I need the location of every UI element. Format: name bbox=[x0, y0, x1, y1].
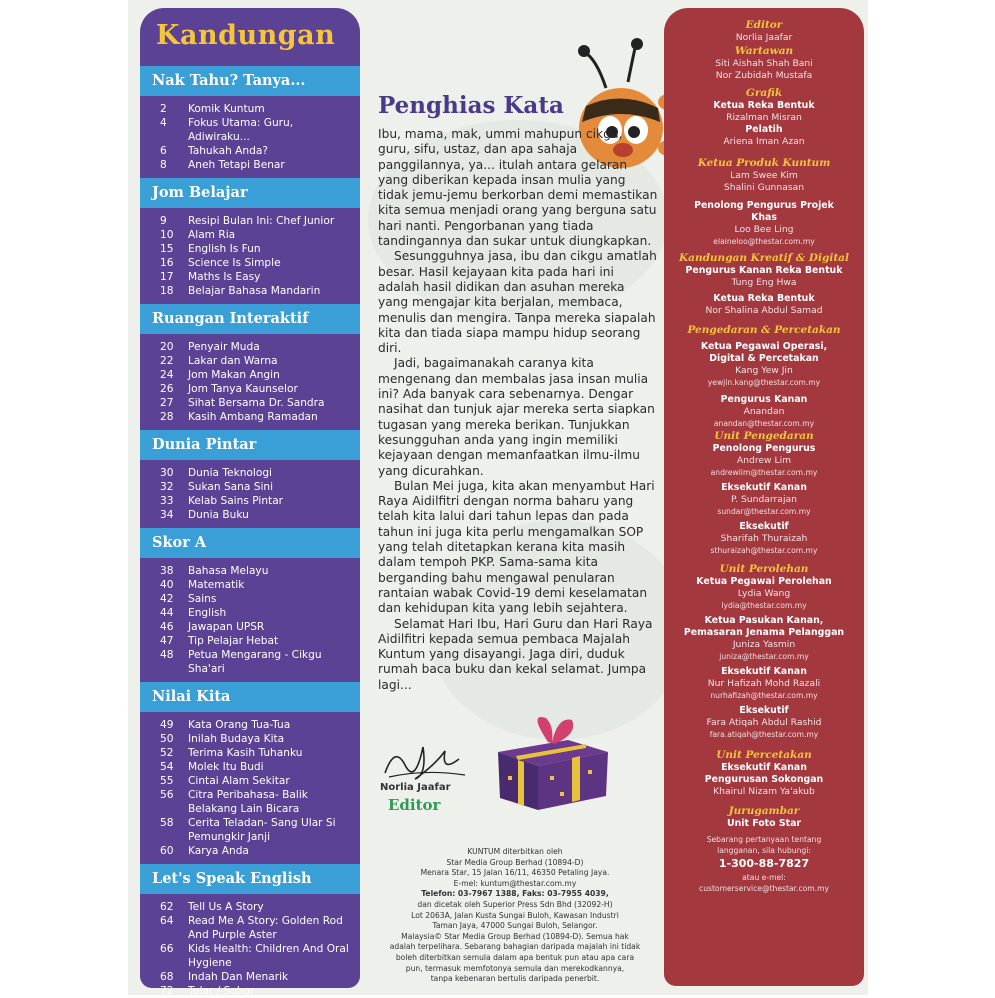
staff-credits bbox=[664, 8, 864, 986]
toc-label: Jawapan UPSR bbox=[188, 621, 265, 633]
toc-item[interactable] bbox=[140, 984, 360, 998]
toc-item[interactable] bbox=[140, 564, 360, 578]
signature-scribble bbox=[375, 735, 475, 785]
credit-name: Nor Shalina Abdul Samad bbox=[705, 305, 823, 316]
credit-email[interactable]: anandan@thestar.com.my bbox=[713, 419, 815, 428]
credit-heading: Unit Pengedaran bbox=[714, 430, 814, 442]
credit-name: Fara Atiqah Abdul Rashid bbox=[706, 717, 822, 728]
toc-item[interactable] bbox=[140, 914, 360, 942]
article-paragraph: Selamat Hari Ibu, Hari Guru dan Hari Raya Aidilfitri kepada semua pembaca Majalah Kuntum yang disayangi. Jaga diri, duduk rumah baca buku dan kekal selamat. Jumpa lagi... bbox=[378, 616, 653, 692]
toc-label: English Is Fun bbox=[188, 243, 261, 255]
toc-label: Cintai Alam Sekitar bbox=[188, 775, 290, 787]
toc-label: Fokus Utama: Guru, Adiwiraku... bbox=[188, 117, 294, 143]
toc-item[interactable] bbox=[140, 354, 360, 368]
signature-role: Editor bbox=[388, 796, 441, 814]
toc-item[interactable] bbox=[140, 746, 360, 760]
toc-list bbox=[140, 340, 360, 424]
credit-name: Lam Swee Kim bbox=[730, 170, 798, 181]
page-number: 32 bbox=[160, 481, 174, 493]
credit-name: Rizalman Misran bbox=[726, 112, 802, 123]
toc-item[interactable] bbox=[140, 844, 360, 858]
credit-role: Eksekutif Kanan bbox=[721, 482, 807, 493]
toc-label: Petua Mengarang - Cikgu Sha'ari bbox=[188, 649, 322, 675]
credit-role: Penolong Pengurus Projek Khas bbox=[694, 200, 834, 223]
page-number: 33 bbox=[160, 495, 174, 507]
page-number: 22 bbox=[160, 355, 174, 367]
page-number: 47 bbox=[160, 635, 174, 647]
page-number: 72 bbox=[160, 985, 174, 997]
toc-label: Tahukah Anda? bbox=[188, 145, 268, 157]
toc-item[interactable] bbox=[140, 718, 360, 732]
toc-item[interactable] bbox=[140, 382, 360, 396]
imprint-line: pun, termasuk memfotonya semula dan merekodkannya, bbox=[405, 963, 625, 973]
credit-heading: Editor bbox=[745, 19, 783, 31]
credit-email[interactable]: fara.atiqah@thestar.com.my bbox=[709, 730, 819, 739]
toc-label: Terima Kasih Tuhanku bbox=[188, 747, 303, 759]
toc-section-heading: Nilai Kita bbox=[140, 682, 360, 712]
page-number: 17 bbox=[160, 271, 174, 283]
toc-label: Bahasa Melayu bbox=[188, 565, 269, 577]
credit-name: Siti Aishah Shah Bani bbox=[715, 58, 813, 69]
toc-item[interactable] bbox=[140, 900, 360, 914]
toc-item[interactable] bbox=[140, 410, 360, 424]
credit-email[interactable]: juniza@thestar.com.my bbox=[719, 652, 809, 661]
toc-label: Aneh Tetapi Benar bbox=[188, 159, 285, 171]
page-number: 26 bbox=[160, 383, 174, 395]
toc-label: Tular / Sohor bbox=[188, 985, 255, 997]
credit-name: Sharifah Thuraizah bbox=[720, 533, 808, 544]
page-number: 66 bbox=[160, 943, 174, 955]
imprint-line: Telefon: 03-7967 1388, Faks: 03-7955 4039, bbox=[421, 889, 609, 899]
toc-item[interactable] bbox=[140, 102, 360, 116]
credit-name: Nor Zubidah Mustafa bbox=[715, 70, 813, 81]
imprint-line: E-mel: kuntum@thestar.com.my bbox=[453, 878, 577, 888]
toc-item[interactable] bbox=[140, 648, 360, 676]
toc-list bbox=[140, 102, 360, 172]
credit-email[interactable]: sundar@thestar.com.my bbox=[717, 507, 811, 516]
imprint-line: Lot 2063A, Jalan Kusta Sungai Buloh, Kawasan Industri bbox=[411, 910, 619, 920]
contact-text: Sebarang pertanyaan tentang langganan, sila hubungi: bbox=[706, 835, 822, 855]
page-number: 46 bbox=[160, 621, 174, 633]
table-of-contents bbox=[140, 8, 360, 997]
toc-label: Molek Itu Budi bbox=[188, 761, 264, 773]
page-number: 62 bbox=[160, 901, 174, 913]
page-number: 42 bbox=[160, 593, 174, 605]
signature-name: Norlia Jaafar bbox=[380, 782, 451, 793]
page-number: 28 bbox=[160, 411, 174, 423]
toc-label: Kata Orang Tua-Tua bbox=[188, 719, 291, 731]
toc-section-heading: Ruangan Interaktif bbox=[140, 304, 360, 334]
contact-email[interactable]: customerservice@thestar.com.my bbox=[699, 884, 829, 893]
imprint-line: boleh diterbitkan semula dalam apa bentuk pun atau apa cara bbox=[395, 952, 635, 962]
credit-name: Kang Yew Jin bbox=[735, 365, 793, 376]
toc-label: Indah Dan Menarik bbox=[188, 971, 289, 983]
imprint-line: Malaysia© Star Media Group Berhad (10894-D). Semua hak bbox=[401, 931, 629, 941]
page-number: 10 bbox=[160, 229, 174, 241]
credit-name: Ariena Iman Azan bbox=[723, 136, 805, 147]
toc-item[interactable] bbox=[140, 228, 360, 242]
page-number: 30 bbox=[160, 467, 174, 479]
toc-label: Sukan Sana Sini bbox=[188, 481, 274, 493]
credit-name: Norlia Jaafar bbox=[735, 32, 793, 43]
contact-phone[interactable]: 1-300-88-7827 bbox=[718, 857, 810, 870]
toc-item[interactable] bbox=[140, 256, 360, 270]
credit-role: Ketua Pegawai Perolehan bbox=[696, 576, 832, 587]
credit-role: Eksekutif Kanan Pengurusan Sokongan bbox=[704, 762, 824, 785]
toc-label: Dunia Teknologi bbox=[188, 467, 272, 479]
credit-email[interactable]: nurhafizah@thestar.com.my bbox=[710, 691, 818, 700]
credit-heading: Ketua Produk Kuntum bbox=[697, 157, 831, 169]
publisher-imprint bbox=[370, 847, 660, 985]
page-number: 15 bbox=[160, 243, 174, 255]
toc-label: Tell Us A Story bbox=[188, 901, 264, 913]
toc-label: Kelab Sains Pintar bbox=[188, 495, 284, 507]
toc-label: Kasih Ambang Ramadan bbox=[188, 411, 318, 423]
page-number: 27 bbox=[160, 397, 174, 409]
article-paragraph: Ibu, mama, mak, ummi mahupun cikgu, guru, sifu, ustaz, dan apa sahaja panggilannya, ya... itulah antara gelaran yang diberikan kepada insan mulia yang tidak jemu-jemu berkorban demi memastikan kita semua menjadi orang yang berguna satu hari nanti. Pengorbanan yang tiada tandingannya dan sukar untuk diungkapkan. bbox=[378, 127, 658, 249]
toc-label: Read Me A Story: Golden Rod And Purple Aster bbox=[188, 915, 343, 941]
toc-item[interactable] bbox=[140, 578, 360, 592]
page-number: 6 bbox=[160, 145, 167, 157]
toc-item[interactable] bbox=[140, 158, 360, 172]
toc-title: Kandungan bbox=[156, 20, 336, 51]
credit-email[interactable]: yewjin.kang@thestar.com.my bbox=[707, 378, 821, 387]
page-number: 60 bbox=[160, 845, 174, 857]
toc-item[interactable] bbox=[140, 816, 360, 844]
credit-role: Penolong Pengurus bbox=[712, 443, 816, 454]
toc-list bbox=[140, 466, 360, 522]
credit-email[interactable]: lydia@thestar.com.my bbox=[721, 601, 807, 610]
credit-role: Ketua Reka Bentuk bbox=[713, 100, 815, 111]
credit-name: Anandan bbox=[743, 406, 785, 417]
toc-item[interactable] bbox=[140, 606, 360, 620]
credit-name: P. Sundarrajan bbox=[731, 494, 797, 505]
credit-name: Lydia Wang bbox=[737, 588, 791, 599]
page-number: 8 bbox=[160, 159, 167, 171]
credit-heading: Jurugambar bbox=[728, 805, 800, 817]
credit-role: Eksekutif bbox=[739, 705, 789, 716]
credit-email[interactable]: elaineloo@thestar.com.my bbox=[713, 237, 815, 246]
credit-heading: Unit Perolehan bbox=[719, 563, 809, 575]
page-number: 38 bbox=[160, 565, 174, 577]
toc-item[interactable] bbox=[140, 732, 360, 746]
credit-email[interactable]: sthuraizah@thestar.com.my bbox=[710, 546, 818, 555]
toc-item[interactable] bbox=[140, 396, 360, 410]
page-number: 20 bbox=[160, 341, 174, 353]
page-number: 40 bbox=[160, 579, 174, 591]
credit-role: Ketua Pasukan Kanan, Pemasaran Jenama Pelanggan bbox=[683, 615, 845, 638]
contact-or: atau e-mel: bbox=[742, 873, 786, 882]
toc-item[interactable] bbox=[140, 270, 360, 284]
toc-item[interactable] bbox=[140, 494, 360, 508]
toc-item[interactable] bbox=[140, 970, 360, 984]
toc-section-heading: Jom Belajar bbox=[140, 178, 360, 208]
toc-label: Komik Kuntum bbox=[188, 103, 265, 115]
credit-name: Nur Hafizah Mohd Razali bbox=[707, 678, 821, 689]
page-number: 64 bbox=[160, 915, 174, 927]
page-number: 4 bbox=[160, 117, 167, 129]
page-number: 18 bbox=[160, 285, 174, 297]
toc-list bbox=[140, 718, 360, 858]
page-number: 56 bbox=[160, 789, 174, 801]
article-body bbox=[378, 127, 658, 693]
toc-item[interactable] bbox=[140, 620, 360, 634]
page-number: 68 bbox=[160, 971, 174, 983]
credit-name: Khairul Nizam Ya'akub bbox=[713, 786, 815, 797]
gift-box-illustration bbox=[488, 712, 618, 812]
toc-label: Sihat Bersama Dr. Sandra bbox=[188, 397, 325, 409]
imprint-line: tanpa kebenaran bertulis daripada penerbit. bbox=[430, 974, 600, 984]
toc-item[interactable] bbox=[140, 284, 360, 298]
article-paragraph: Bulan Mei juga, kita akan menyambut Hari Raya Aidilfitri dengan norma baharu yang telah kita lalui dari tahun lepas dan pada tahun ini juga kita perlu mengamalkan SOP yang telah ditetapkan kerana kita masih dalam tempoh PKP. Sama-sama kita berganding bahu mengawal penularan rantaian wabak Covid-19 demi keselamatan dan kehidupan kita yang lebih sejahtera. bbox=[378, 478, 655, 616]
toc-label: Jom Tanya Kaunselor bbox=[188, 383, 298, 395]
toc-label: Lakar dan Warna bbox=[188, 355, 278, 367]
toc-section-heading: Let's Speak English bbox=[140, 864, 360, 894]
toc-label: Karya Anda bbox=[188, 845, 249, 857]
credit-heading: Grafik bbox=[745, 87, 783, 99]
credit-role: Pengurus Kanan bbox=[720, 394, 808, 405]
credit-heading: Pengedaran & Percetakan bbox=[687, 324, 841, 336]
toc-item[interactable] bbox=[140, 214, 360, 228]
toc-item[interactable] bbox=[140, 144, 360, 158]
article-paragraph: Jadi, bagaimanakah caranya kita mengenang dan membalas jasa insan mulia ini? Ada banyak cara sebenarnya. Dengar nasihat dan tunjuk ajar mereka serta siapkan tugasan yang mereka berikan. Tunjukkan kesungguhan anda yang ingin memiliki kejayaan dengan memanfaatkan ilmu-ilmu yang dicurahkan. bbox=[378, 356, 655, 478]
credit-role: Ketua Reka Bentuk bbox=[713, 293, 815, 304]
credit-heading: Unit Percetakan bbox=[716, 749, 812, 761]
page-number: 48 bbox=[160, 649, 174, 661]
toc-list bbox=[140, 900, 360, 998]
toc-list bbox=[140, 564, 360, 676]
toc-item[interactable] bbox=[140, 634, 360, 648]
imprint-line: Menara Star, 15 Jalan 16/11, 46350 Petaling Jaya. bbox=[420, 868, 610, 878]
page-number: 58 bbox=[160, 817, 174, 829]
imprint-line: Star Media Group Berhad (10894-D) bbox=[446, 857, 584, 867]
credit-role: Unit Foto Star bbox=[726, 818, 802, 829]
toc-item[interactable] bbox=[140, 774, 360, 788]
toc-item[interactable] bbox=[140, 508, 360, 522]
credit-name: Tung Eng Hwa bbox=[731, 277, 797, 288]
page-number: 52 bbox=[160, 747, 174, 759]
toc-label: Alam Ria bbox=[188, 229, 236, 241]
page-number: 54 bbox=[160, 761, 174, 773]
article-paragraph: Sesungguhnya jasa, ibu dan cikgu amatlah besar. Hasil kejayaan kita pada hari ini adalah hasil didikan dan asuhan mereka yang mengajar kita berjalan, membaca, menulis dan mengira. Tanpa mereka siapalah kita dan tiada siapa mampu hidup seorang diri. bbox=[378, 249, 657, 356]
page-number: 16 bbox=[160, 257, 174, 269]
toc-label: Kids Health: Children And Oral Hygiene bbox=[188, 943, 349, 969]
toc-label: Citra Peribahasa- Balik Belakang Lain Bicara bbox=[188, 789, 308, 815]
credit-role: Eksekutif Kanan bbox=[721, 666, 807, 677]
toc-label: Belajar Bahasa Mandarin bbox=[188, 285, 321, 297]
imprint-line: KUNTUM diterbitkan oleh bbox=[467, 847, 563, 856]
toc-item[interactable] bbox=[140, 942, 360, 970]
toc-item[interactable] bbox=[140, 116, 360, 144]
credit-role: Ketua Pegawai Operasi, Digital & Percetakan bbox=[700, 341, 828, 364]
toc-label: English bbox=[188, 607, 227, 619]
toc-item[interactable] bbox=[140, 466, 360, 480]
toc-label: Tip Pelajar Hebat bbox=[188, 635, 279, 647]
credit-name: Juniza Yasmin bbox=[732, 639, 796, 650]
imprint-line: adalah terpelihara. Sebarang bahagian daripada majalah ini tidak bbox=[389, 942, 641, 952]
toc-section-heading: Skor A bbox=[140, 528, 360, 558]
page-number: 34 bbox=[160, 509, 174, 521]
toc-label: Science Is Simple bbox=[188, 257, 281, 269]
toc-label: Penyair Muda bbox=[188, 341, 260, 353]
page-number: 49 bbox=[160, 719, 174, 731]
page-number: 9 bbox=[160, 215, 167, 227]
credit-heading: Kandungan Kreatif & Digital bbox=[679, 252, 849, 264]
imprint-line: dan dicetak oleh Superior Press Sdn Bhd (32092-H) bbox=[417, 899, 613, 909]
credit-email[interactable]: andrewlim@thestar.com.my bbox=[710, 468, 818, 477]
toc-label: Sains bbox=[188, 593, 217, 605]
toc-list bbox=[140, 214, 360, 298]
page-number: 44 bbox=[160, 607, 174, 619]
credit-name: Shalini Gunnasan bbox=[723, 182, 805, 193]
credit-name: Andrew Lim bbox=[736, 455, 792, 466]
toc-item[interactable] bbox=[140, 340, 360, 354]
toc-label: Resipi Bulan Ini: Chef Junior bbox=[188, 215, 335, 227]
toc-label: Cerita Teladan- Sang Ular Si Pemungkir Janji bbox=[188, 817, 336, 843]
credit-role: Pelatih bbox=[745, 124, 783, 135]
credit-role: Pengurus Kanan Reka Bentuk bbox=[685, 265, 843, 276]
toc-item[interactable] bbox=[140, 592, 360, 606]
toc-item[interactable] bbox=[140, 368, 360, 382]
credit-role: Eksekutif bbox=[739, 521, 789, 532]
editorial-article bbox=[370, 80, 660, 693]
toc-label: Dunia Buku bbox=[188, 509, 249, 521]
page-number: 2 bbox=[160, 103, 167, 115]
toc-label: Inilah Budaya Kita bbox=[188, 733, 285, 745]
toc-label: Matematik bbox=[188, 579, 245, 591]
toc-section-heading: Nak Tahu? Tanya... bbox=[140, 66, 360, 96]
toc-item[interactable] bbox=[140, 242, 360, 256]
toc-item[interactable] bbox=[140, 760, 360, 774]
toc-label: Maths Is Easy bbox=[188, 271, 261, 283]
credit-name: Loo Bee Ling bbox=[734, 224, 794, 235]
toc-item[interactable] bbox=[140, 788, 360, 816]
page-number: 50 bbox=[160, 733, 174, 745]
page-number: 24 bbox=[160, 369, 174, 381]
page-number: 55 bbox=[160, 775, 174, 787]
toc-section-heading: Dunia Pintar bbox=[140, 430, 360, 460]
toc-label: Jom Makan Angin bbox=[188, 369, 280, 381]
imprint-line: Taman Jaya, 47000 Sungai Buloh, Selangor. bbox=[432, 921, 598, 931]
toc-item[interactable] bbox=[140, 480, 360, 494]
article-title: Penghias Kata bbox=[378, 92, 564, 119]
credit-heading: Wartawan bbox=[734, 45, 794, 57]
